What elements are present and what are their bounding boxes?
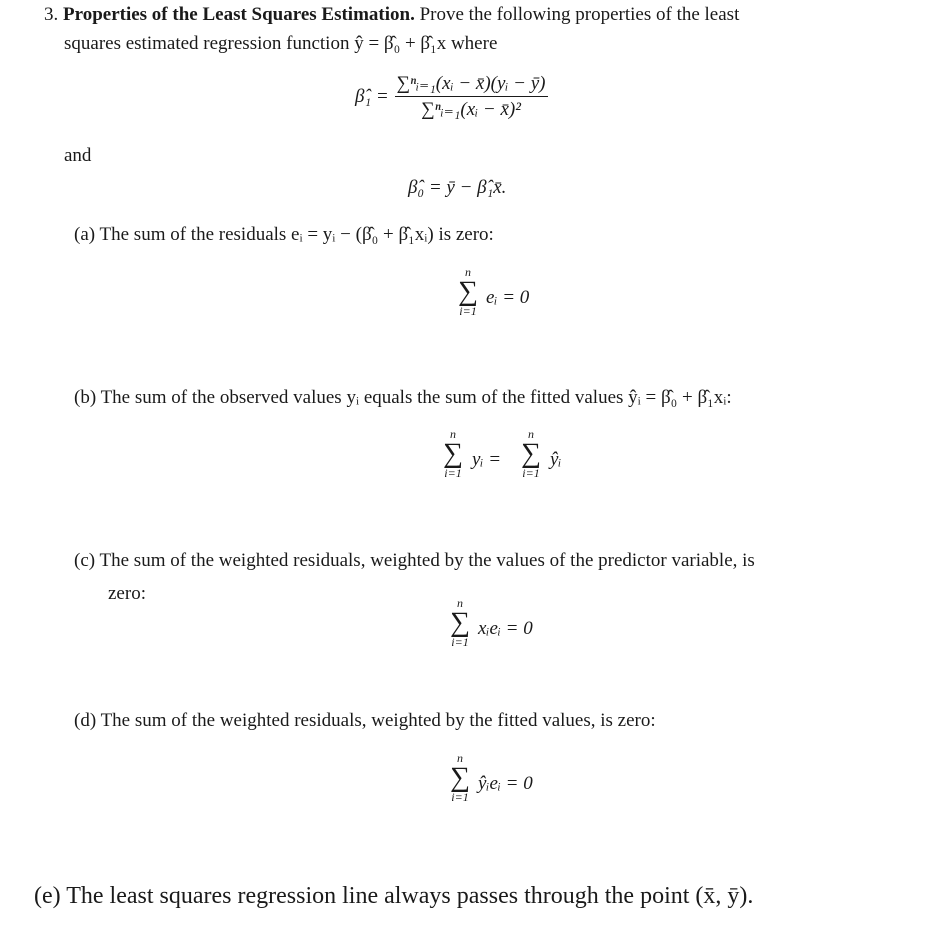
problem-number: 3. bbox=[44, 4, 59, 25]
sum-lower: i=1 bbox=[451, 635, 469, 649]
sigma-icon: ∑ bbox=[450, 762, 470, 793]
sigma-icon: ∑ bbox=[458, 276, 478, 307]
part-c-text-cont: zero: bbox=[108, 583, 146, 604]
part-b-text: The sum of the observed values yᵢ equals the sum of the fitted values ŷᵢ = β̂₀ + β̂₁xᵢ: bbox=[100, 387, 732, 408]
beta1-denominator: ∑ⁿᵢ₌₁(xᵢ − x̄)² bbox=[421, 99, 521, 120]
problem-intro-line1: Prove the following properties of the least bbox=[419, 4, 740, 25]
sigma-icon: ∑ bbox=[450, 607, 470, 638]
part-a-expression: eᵢ = 0 bbox=[486, 287, 530, 308]
sum-upper: n bbox=[450, 427, 456, 441]
part-d-expression: ŷᵢeᵢ = 0 bbox=[478, 773, 533, 794]
part-c-statement bbox=[74, 550, 755, 572]
part-a-text: The sum of the residuals eᵢ = yᵢ − (β̂₀ + β̂₁xᵢ) is zero: bbox=[99, 224, 494, 245]
part-d-statement bbox=[74, 710, 656, 732]
part-c-label: (c) bbox=[74, 550, 96, 571]
part-b-statement bbox=[74, 387, 732, 409]
sum-upper: n bbox=[528, 427, 534, 441]
problem-intro-line2: squares estimated regression function ŷ = β̂₀ + β̂₁x where bbox=[64, 33, 498, 54]
part-a-sum bbox=[452, 266, 484, 318]
part-d-sum bbox=[444, 752, 476, 804]
sum-upper: n bbox=[465, 265, 471, 279]
sigma-icon: ∑ bbox=[521, 438, 541, 469]
sum-lower: i=1 bbox=[451, 790, 469, 804]
beta1-formula bbox=[355, 72, 548, 121]
part-d-label: (d) bbox=[74, 710, 97, 731]
beta1-fraction bbox=[395, 72, 548, 121]
part-b-expression-right: ŷᵢ bbox=[550, 449, 562, 470]
sum-lower: i=1 bbox=[444, 466, 462, 480]
beta1-lhs: β̂₁ = bbox=[355, 85, 389, 107]
part-a-label: (a) bbox=[74, 224, 96, 245]
part-e-label: (e) bbox=[34, 883, 61, 909]
part-e-text: The least squares regression line always passes through the point (x̄, ȳ). bbox=[66, 883, 754, 909]
beta0-formula: β̂₀ = ȳ − β̂₁x̄. bbox=[408, 177, 507, 198]
part-b-sum-right bbox=[515, 428, 547, 480]
part-b-expression-left: yᵢ = bbox=[472, 449, 502, 470]
sum-upper: n bbox=[457, 751, 463, 765]
sum-lower: i=1 bbox=[459, 304, 477, 318]
problem-heading bbox=[44, 4, 739, 26]
sum-upper: n bbox=[457, 596, 463, 610]
part-a-statement bbox=[74, 224, 494, 246]
problem-title: Properties of the Least Squares Estimation. bbox=[63, 4, 415, 25]
sigma-icon: ∑ bbox=[443, 438, 463, 469]
sum-lower: i=1 bbox=[522, 466, 540, 480]
part-c-sum bbox=[444, 597, 476, 649]
part-b-label: (b) bbox=[74, 387, 97, 408]
part-c-expression: xᵢeᵢ = 0 bbox=[478, 618, 533, 639]
part-b-sum-left bbox=[437, 428, 469, 480]
part-d-text: The sum of the weighted residuals, weighted by the fitted values, is zero: bbox=[100, 710, 656, 731]
beta1-numerator: ∑ⁿᵢ₌₁(xᵢ − x̄)(yᵢ − ȳ) bbox=[395, 72, 548, 97]
part-e-statement bbox=[34, 883, 753, 910]
and-text: and bbox=[64, 145, 92, 166]
part-c-text: The sum of the weighted residuals, weighted by the values of the predictor variable, is bbox=[99, 550, 755, 571]
